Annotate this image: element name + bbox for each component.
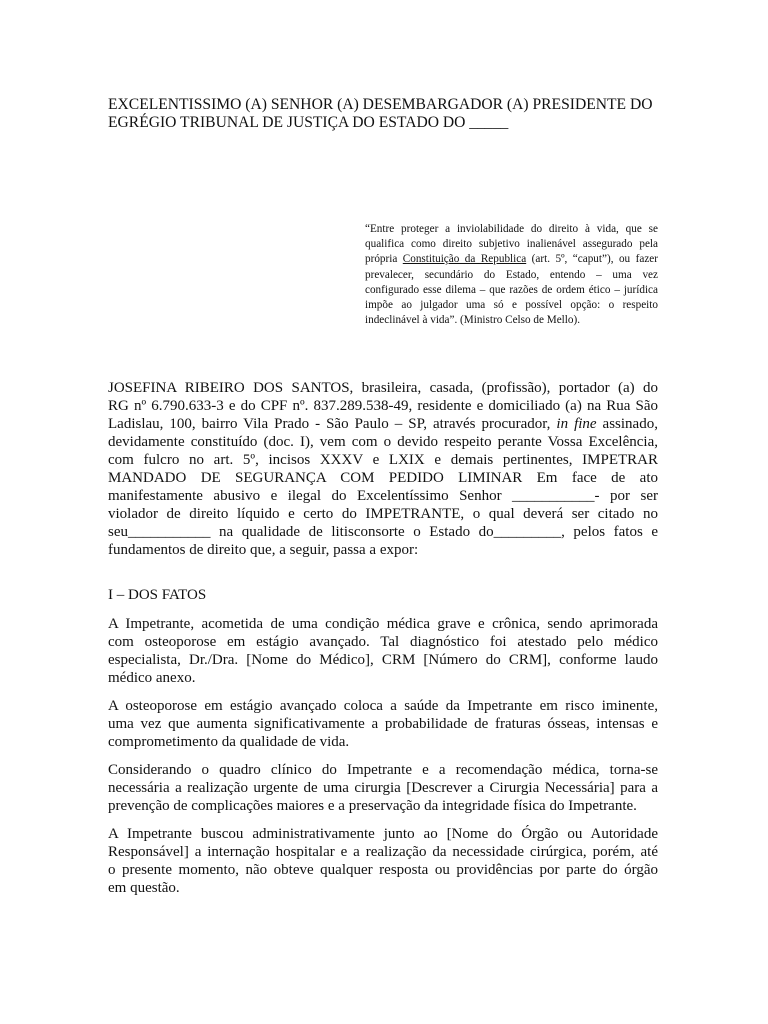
intro-line: com fulcro no art. 5º, incisos XXXV e LXIX e demais pertinentes, IMPETRAR xyxy=(108,452,658,468)
epigraph-text-end: (art. 5º, “caput”), ou fazer prevalecer, secundário do Estado, entendo – uma vez configurado esse dilema – que razões de ordem ético – jurídica impõe ao julgador uma só e possível opção: o respeito indeclinável à vida”. (Ministro Celso de Mello). xyxy=(365,253,658,327)
facts-line: com osteoporose em estágio avançado. Tal diagnóstico foi atestado pelo médico xyxy=(108,634,658,650)
facts-paragraph-2 xyxy=(108,697,658,751)
intro-line: seu___________ na qualidade de litisconsorte o Estado do_________, pelos fatos e xyxy=(108,524,658,540)
facts-line: prevenção de complicações maiores e a preservação da integridade física do Impetrante. xyxy=(108,798,637,814)
facts-line: A osteoporose em estágio avançado coloca a saúde da Impetrante em risco iminente, xyxy=(108,698,658,714)
epigraph-text-start: “Entre proteger a inviolabilidade do direito à vida, que se qualifica como direito subjetivo inalienável assegurado pela própria xyxy=(365,223,658,266)
intro-line: JOSEFINA RIBEIRO DOS SANTOS, brasileira, casada, (profissão), portador (a) do xyxy=(108,380,658,396)
section-title-facts: I – DOS FATOS xyxy=(108,587,207,603)
intro-line: fundamentos de direito que, a seguir, passa a expor: xyxy=(108,542,419,558)
facts-line: comprometimento da qualidade de vida. xyxy=(108,734,350,750)
facts-line: uma vez que aumenta significativamente a probabilidade de fraturas ósseas, intensas e xyxy=(108,716,658,732)
intro-line: violador de direito líquido e certo do IMPETRANTE, o qual deverá ser citado no xyxy=(108,506,658,522)
intro-line: manifestamente abusivo e ilegal do Excelentíssimo Senhor ___________- por ser xyxy=(108,488,658,504)
epigraph-quote xyxy=(365,222,658,328)
facts-line: Considerando o quadro clínico do Impetrante e a recomendação médica, torna-se xyxy=(108,762,658,778)
intro-line: RG nº 6.790.633-3 e do CPF nº. 837.289.538-49, residente e domiciliado (a) na Rua São xyxy=(108,398,658,414)
facts-section xyxy=(108,615,658,907)
heading-line-2: EGRÉGIO TRIBUNAL DE JUSTIÇA DO ESTADO DO _____ xyxy=(108,114,509,131)
intro-italic-in-fine: in fine xyxy=(556,416,597,432)
facts-line: especialista, Dr./Dra. [Nome do Médico], CRM [Número do CRM], conforme laudo xyxy=(108,652,658,668)
intro-line: devidamente constituído (doc. I), vem com o devido respeito perante Vossa Excelência, xyxy=(108,434,658,450)
facts-line: Responsável] a internação hospitalar e a realização da necessidade cirúrgica, porém, até xyxy=(108,844,658,860)
intro-line xyxy=(108,415,658,433)
facts-paragraph-4 xyxy=(108,825,658,897)
intro-line: MANDADO DE SEGURANÇA COM PEDIDO LIMINAR Em face de ato xyxy=(108,470,658,486)
facts-line: A Impetrante buscou administrativamente junto ao [Nome do Órgão ou Autoridade xyxy=(108,826,658,842)
facts-line: médico anexo. xyxy=(108,670,196,686)
heading-line-1: EXCELENTISSIMO (A) SENHOR (A) DESEMBARGADOR (A) PRESIDENTE DO xyxy=(108,96,653,113)
petition-introduction xyxy=(108,379,658,559)
facts-paragraph-1 xyxy=(108,615,658,687)
facts-line: em questão. xyxy=(108,880,180,896)
facts-paragraph-3 xyxy=(108,761,658,815)
epigraph-constitution-link: Constituição da Republica xyxy=(402,253,527,266)
facts-line: necessária a realização urgente de uma cirurgia [Descrever a Cirurgia Necessária] para a xyxy=(108,780,658,796)
document-heading xyxy=(108,96,660,132)
facts-line: o presente momento, não obteve qualquer resposta ou providências por parte do órgão xyxy=(108,862,658,878)
intro-text: Ladislau, 100, bairro Vila Prado - São Paulo – SP, através procurador, xyxy=(108,416,557,432)
facts-line: A Impetrante, acometida de uma condição médica grave e crônica, sendo aprimorada xyxy=(108,616,658,632)
intro-text: assinado, xyxy=(596,416,658,432)
